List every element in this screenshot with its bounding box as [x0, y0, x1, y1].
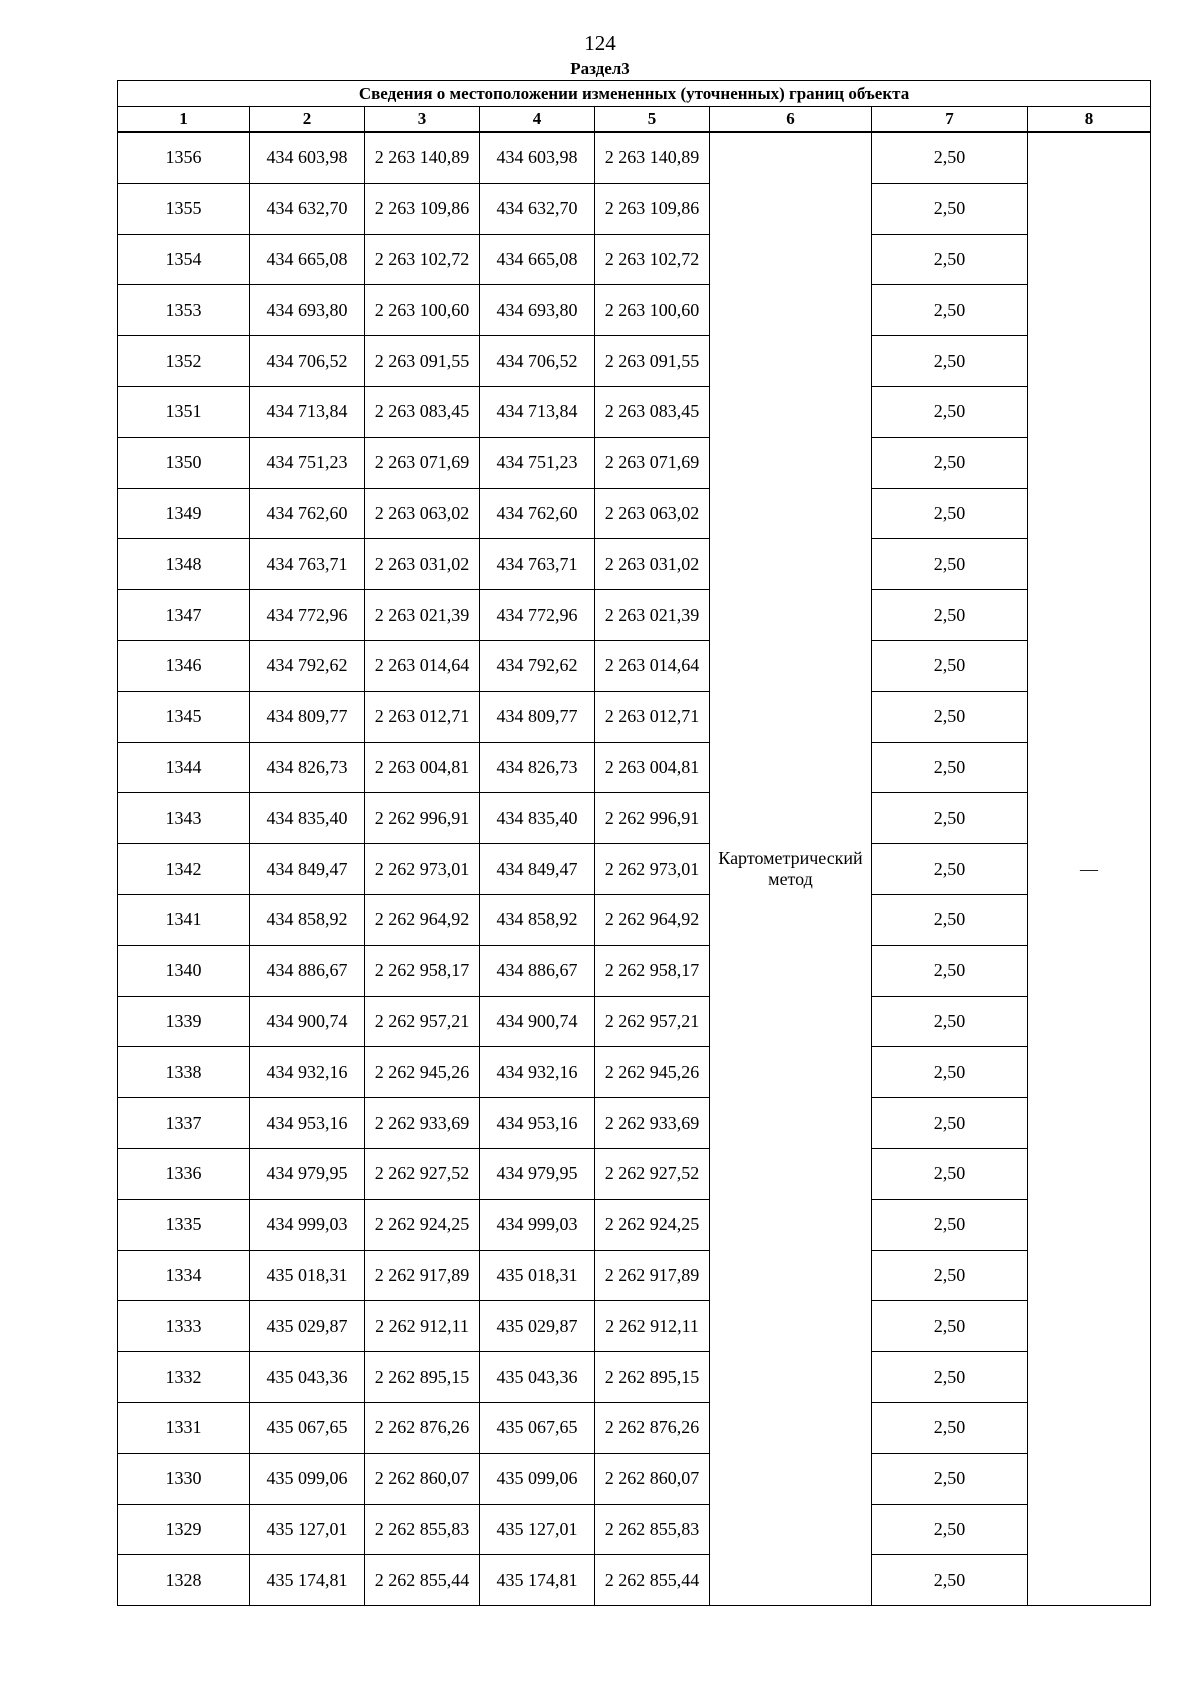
y-existing-cell: 2 262 855,44 [365, 1555, 480, 1606]
point-number-cell: 1355 [118, 183, 250, 234]
y-existing-cell: 2 262 860,07 [365, 1453, 480, 1504]
table-row [118, 1098, 1151, 1149]
table-row [118, 336, 1151, 387]
accuracy-cell: 2,50 [872, 996, 1028, 1047]
y-new-cell: 2 263 083,45 [595, 386, 710, 437]
y-new-cell: 2 263 109,86 [595, 183, 710, 234]
table-row [118, 1352, 1151, 1403]
table-row [118, 996, 1151, 1047]
x-new-cell: 434 772,96 [480, 590, 595, 641]
y-new-cell: 2 263 031,02 [595, 539, 710, 590]
y-existing-cell: 2 262 957,21 [365, 996, 480, 1047]
y-new-cell: 2 262 855,83 [595, 1504, 710, 1555]
point-number-cell: 1335 [118, 1199, 250, 1250]
y-new-cell: 2 262 860,07 [595, 1453, 710, 1504]
table-row [118, 132, 1151, 183]
table-row [118, 1555, 1151, 1606]
x-new-cell: 434 858,92 [480, 894, 595, 945]
y-new-cell: 2 262 924,25 [595, 1199, 710, 1250]
x-existing-cell: 434 772,96 [250, 590, 365, 641]
x-existing-cell: 434 603,98 [250, 132, 365, 183]
x-existing-cell: 434 886,67 [250, 945, 365, 996]
x-existing-cell: 434 713,84 [250, 386, 365, 437]
y-new-cell: 2 262 895,15 [595, 1352, 710, 1403]
x-existing-cell: 434 932,16 [250, 1047, 365, 1098]
accuracy-cell: 2,50 [872, 1301, 1028, 1352]
x-new-cell: 434 693,80 [480, 285, 595, 336]
coordinates-table [117, 80, 1151, 1606]
y-existing-cell: 2 263 102,72 [365, 234, 480, 285]
column-header-7: 7 [872, 107, 1028, 133]
x-new-cell: 434 835,40 [480, 793, 595, 844]
y-new-cell: 2 262 933,69 [595, 1098, 710, 1149]
x-new-cell: 435 029,87 [480, 1301, 595, 1352]
y-new-cell: 2 262 912,11 [595, 1301, 710, 1352]
table-row [118, 793, 1151, 844]
y-new-cell: 2 262 958,17 [595, 945, 710, 996]
x-existing-cell: 435 018,31 [250, 1250, 365, 1301]
point-number-cell: 1350 [118, 437, 250, 488]
table-row [118, 1504, 1151, 1555]
y-new-cell: 2 263 063,02 [595, 488, 710, 539]
y-existing-cell: 2 262 912,11 [365, 1301, 480, 1352]
x-new-cell: 435 067,65 [480, 1402, 595, 1453]
accuracy-cell: 2,50 [872, 386, 1028, 437]
y-new-cell: 2 262 917,89 [595, 1250, 710, 1301]
y-existing-cell: 2 262 924,25 [365, 1199, 480, 1250]
x-existing-cell: 434 953,16 [250, 1098, 365, 1149]
accuracy-cell: 2,50 [872, 1098, 1028, 1149]
x-existing-cell: 434 900,74 [250, 996, 365, 1047]
x-new-cell: 434 603,98 [480, 132, 595, 183]
point-number-cell: 1332 [118, 1352, 250, 1403]
x-new-cell: 434 713,84 [480, 386, 595, 437]
x-existing-cell: 434 792,62 [250, 640, 365, 691]
y-new-cell: 2 262 876,26 [595, 1402, 710, 1453]
table-row [118, 1199, 1151, 1250]
accuracy-cell: 2,50 [872, 945, 1028, 996]
x-existing-cell: 434 999,03 [250, 1199, 365, 1250]
table-row [118, 844, 1151, 895]
point-number-cell: 1349 [118, 488, 250, 539]
point-number-cell: 1329 [118, 1504, 250, 1555]
column-header-8: 8 [1028, 107, 1151, 133]
y-new-cell: 2 262 957,21 [595, 996, 710, 1047]
point-number-cell: 1338 [118, 1047, 250, 1098]
point-number-cell: 1336 [118, 1148, 250, 1199]
x-existing-cell: 434 826,73 [250, 742, 365, 793]
y-existing-cell: 2 262 927,52 [365, 1148, 480, 1199]
table-row [118, 285, 1151, 336]
column-header-1: 1 [118, 107, 250, 133]
table-row [118, 894, 1151, 945]
y-existing-cell: 2 262 996,91 [365, 793, 480, 844]
table-row [118, 945, 1151, 996]
table-row [118, 1301, 1151, 1352]
y-existing-cell: 2 262 933,69 [365, 1098, 480, 1149]
x-existing-cell: 434 762,60 [250, 488, 365, 539]
x-new-cell: 434 953,16 [480, 1098, 595, 1149]
x-existing-cell: 435 099,06 [250, 1453, 365, 1504]
x-existing-cell: 434 693,80 [250, 285, 365, 336]
y-new-cell: 2 263 102,72 [595, 234, 710, 285]
point-number-cell: 1342 [118, 844, 250, 895]
y-existing-cell: 2 263 109,86 [365, 183, 480, 234]
point-number-cell: 1353 [118, 285, 250, 336]
y-existing-cell: 2 263 004,81 [365, 742, 480, 793]
x-existing-cell: 434 809,77 [250, 691, 365, 742]
column-header-row [118, 107, 1151, 133]
accuracy-cell: 2,50 [872, 1504, 1028, 1555]
x-new-cell: 434 665,08 [480, 234, 595, 285]
y-existing-cell: 2 263 021,39 [365, 590, 480, 641]
column-header-3: 3 [365, 107, 480, 133]
y-existing-cell: 2 262 876,26 [365, 1402, 480, 1453]
column8-cell: — [1028, 132, 1151, 1606]
table-row [118, 640, 1151, 691]
point-number-cell: 1352 [118, 336, 250, 387]
x-new-cell: 435 099,06 [480, 1453, 595, 1504]
point-number-cell: 1346 [118, 640, 250, 691]
point-number-cell: 1354 [118, 234, 250, 285]
point-number-cell: 1331 [118, 1402, 250, 1453]
point-number-cell: 1334 [118, 1250, 250, 1301]
x-new-cell: 434 632,70 [480, 183, 595, 234]
accuracy-cell: 2,50 [872, 1402, 1028, 1453]
point-number-cell: 1344 [118, 742, 250, 793]
y-existing-cell: 2 263 063,02 [365, 488, 480, 539]
table-row [118, 742, 1151, 793]
column-header-4: 4 [480, 107, 595, 133]
x-new-cell: 434 932,16 [480, 1047, 595, 1098]
accuracy-cell: 2,50 [872, 793, 1028, 844]
y-existing-cell: 2 262 917,89 [365, 1250, 480, 1301]
y-new-cell: 2 263 004,81 [595, 742, 710, 793]
y-new-cell: 2 262 964,92 [595, 894, 710, 945]
y-new-cell: 2 263 091,55 [595, 336, 710, 387]
point-number-cell: 1330 [118, 1453, 250, 1504]
x-existing-cell: 435 029,87 [250, 1301, 365, 1352]
y-existing-cell: 2 263 012,71 [365, 691, 480, 742]
point-number-cell: 1339 [118, 996, 250, 1047]
x-new-cell: 435 127,01 [480, 1504, 595, 1555]
accuracy-cell: 2,50 [872, 894, 1028, 945]
y-new-cell: 2 263 140,89 [595, 132, 710, 183]
x-new-cell: 434 706,52 [480, 336, 595, 387]
y-existing-cell: 2 263 014,64 [365, 640, 480, 691]
table-row [118, 1453, 1151, 1504]
table-row [118, 234, 1151, 285]
y-existing-cell: 2 262 895,15 [365, 1352, 480, 1403]
y-existing-cell: 2 263 100,60 [365, 285, 480, 336]
y-new-cell: 2 263 012,71 [595, 691, 710, 742]
x-existing-cell: 435 174,81 [250, 1555, 365, 1606]
y-existing-cell: 2 262 945,26 [365, 1047, 480, 1098]
y-existing-cell: 2 262 964,92 [365, 894, 480, 945]
point-number-cell: 1345 [118, 691, 250, 742]
accuracy-cell: 2,50 [872, 691, 1028, 742]
page-number: 124 [584, 31, 616, 55]
table-row [118, 183, 1151, 234]
x-existing-cell: 434 849,47 [250, 844, 365, 895]
x-existing-cell: 435 043,36 [250, 1352, 365, 1403]
x-new-cell: 435 018,31 [480, 1250, 595, 1301]
table-row [118, 691, 1151, 742]
y-new-cell: 2 262 996,91 [595, 793, 710, 844]
table-row [118, 488, 1151, 539]
accuracy-cell: 2,50 [872, 437, 1028, 488]
x-existing-cell: 434 632,70 [250, 183, 365, 234]
x-existing-cell: 434 858,92 [250, 894, 365, 945]
table-row [118, 386, 1151, 437]
x-new-cell: 434 886,67 [480, 945, 595, 996]
y-new-cell: 2 263 071,69 [595, 437, 710, 488]
y-new-cell: 2 262 973,01 [595, 844, 710, 895]
column-header-2: 2 [250, 107, 365, 133]
x-existing-cell: 434 835,40 [250, 793, 365, 844]
x-new-cell: 435 174,81 [480, 1555, 595, 1606]
x-existing-cell: 434 979,95 [250, 1148, 365, 1199]
accuracy-cell: 2,50 [872, 1453, 1028, 1504]
accuracy-cell: 2,50 [872, 488, 1028, 539]
x-new-cell: 434 809,77 [480, 691, 595, 742]
y-new-cell: 2 262 927,52 [595, 1148, 710, 1199]
y-existing-cell: 2 263 071,69 [365, 437, 480, 488]
accuracy-cell: 2,50 [872, 539, 1028, 590]
table-caption: Сведения о местоположении измененных (уточненных) границ объекта [118, 81, 1151, 107]
y-existing-cell: 2 263 091,55 [365, 336, 480, 387]
point-number-cell: 1348 [118, 539, 250, 590]
accuracy-cell: 2,50 [872, 285, 1028, 336]
point-number-cell: 1340 [118, 945, 250, 996]
point-number-cell: 1351 [118, 386, 250, 437]
x-existing-cell: 435 067,65 [250, 1402, 365, 1453]
x-new-cell: 435 043,36 [480, 1352, 595, 1403]
x-new-cell: 434 979,95 [480, 1148, 595, 1199]
x-existing-cell: 434 665,08 [250, 234, 365, 285]
x-new-cell: 434 763,71 [480, 539, 595, 590]
x-existing-cell: 434 763,71 [250, 539, 365, 590]
accuracy-cell: 2,50 [872, 1148, 1028, 1199]
accuracy-cell: 2,50 [872, 234, 1028, 285]
table-row [118, 1148, 1151, 1199]
accuracy-cell: 2,50 [872, 742, 1028, 793]
column-header-6: 6 [710, 107, 872, 133]
x-existing-cell: 434 751,23 [250, 437, 365, 488]
y-existing-cell: 2 263 140,89 [365, 132, 480, 183]
x-new-cell: 434 826,73 [480, 742, 595, 793]
point-number-cell: 1337 [118, 1098, 250, 1149]
x-new-cell: 434 762,60 [480, 488, 595, 539]
x-new-cell: 434 751,23 [480, 437, 595, 488]
y-new-cell: 2 263 014,64 [595, 640, 710, 691]
y-existing-cell: 2 263 083,45 [365, 386, 480, 437]
method-cell: Картометрический метод [710, 132, 872, 1606]
point-number-cell: 1333 [118, 1301, 250, 1352]
accuracy-cell: 2,50 [872, 183, 1028, 234]
accuracy-cell: 2,50 [872, 590, 1028, 641]
x-new-cell: 434 999,03 [480, 1199, 595, 1250]
y-existing-cell: 2 263 031,02 [365, 539, 480, 590]
y-new-cell: 2 262 855,44 [595, 1555, 710, 1606]
x-new-cell: 434 849,47 [480, 844, 595, 895]
y-existing-cell: 2 262 855,83 [365, 1504, 480, 1555]
accuracy-cell: 2,50 [872, 132, 1028, 183]
accuracy-cell: 2,50 [872, 1047, 1028, 1098]
section-title: Раздел3 [570, 59, 630, 78]
accuracy-cell: 2,50 [872, 844, 1028, 895]
accuracy-cell: 2,50 [872, 1250, 1028, 1301]
table-row [118, 590, 1151, 641]
point-number-cell: 1341 [118, 894, 250, 945]
y-new-cell: 2 263 021,39 [595, 590, 710, 641]
table-row [118, 1047, 1151, 1098]
table-row [118, 1250, 1151, 1301]
accuracy-cell: 2,50 [872, 640, 1028, 691]
accuracy-cell: 2,50 [872, 1352, 1028, 1403]
column-header-5: 5 [595, 107, 710, 133]
x-new-cell: 434 900,74 [480, 996, 595, 1047]
table-body [118, 132, 1151, 1606]
point-number-cell: 1328 [118, 1555, 250, 1606]
point-number-cell: 1356 [118, 132, 250, 183]
table-row [118, 539, 1151, 590]
accuracy-cell: 2,50 [872, 1555, 1028, 1606]
point-number-cell: 1343 [118, 793, 250, 844]
y-new-cell: 2 263 100,60 [595, 285, 710, 336]
table-row [118, 1402, 1151, 1453]
x-new-cell: 434 792,62 [480, 640, 595, 691]
y-existing-cell: 2 262 958,17 [365, 945, 480, 996]
y-new-cell: 2 262 945,26 [595, 1047, 710, 1098]
y-existing-cell: 2 262 973,01 [365, 844, 480, 895]
x-existing-cell: 434 706,52 [250, 336, 365, 387]
accuracy-cell: 2,50 [872, 1199, 1028, 1250]
accuracy-cell: 2,50 [872, 336, 1028, 387]
table-row [118, 437, 1151, 488]
point-number-cell: 1347 [118, 590, 250, 641]
x-existing-cell: 435 127,01 [250, 1504, 365, 1555]
